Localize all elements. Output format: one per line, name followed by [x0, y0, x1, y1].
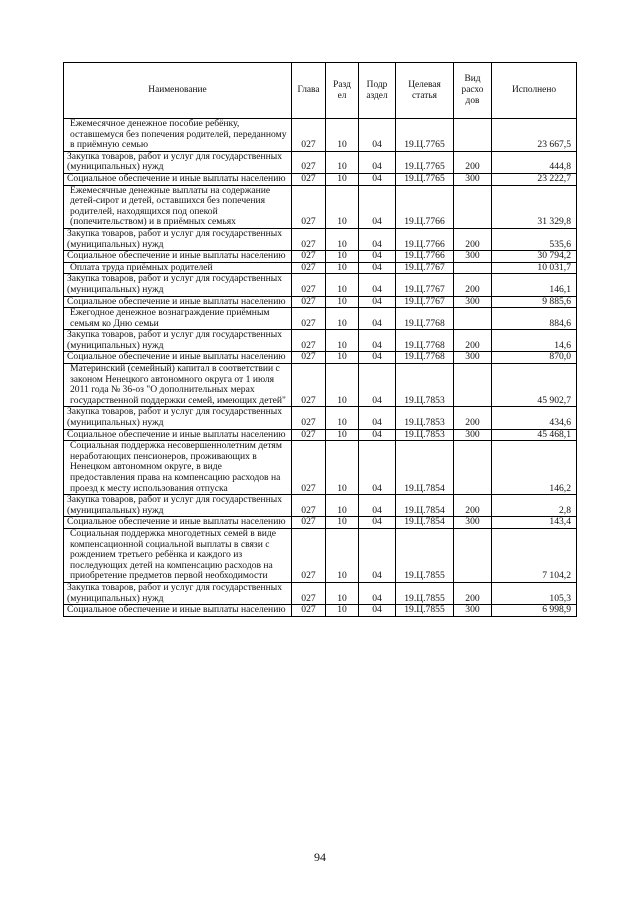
- table-row: [64, 185, 577, 228]
- cell-glava: 027: [292, 441, 326, 495]
- cell-vid: 300: [454, 251, 492, 263]
- cell-name: Социальное обеспечение и иные выплаты населению: [64, 429, 292, 441]
- cell-razdel: 10: [326, 495, 359, 517]
- cell-name: Закупка товаров, работ и услуг для государственных (муниципальных) нужд: [64, 407, 292, 429]
- cell-target: 19.Ц.7854: [396, 517, 454, 529]
- page-number: 94: [314, 850, 326, 864]
- cell-name: Социальное обеспечение и иные выплаты населению: [64, 173, 292, 185]
- cell-name: Социальная поддержка многодетных семей в виде компенсационной социальной выплаты в связи с рождением третьего ребёнка и каждого из последующих детей на компенсацию расходов на приобретение предметов первой необходимости: [64, 528, 292, 582]
- cell-vid: 300: [454, 605, 492, 617]
- header-executed: Исполнено: [492, 63, 577, 119]
- cell-podrazdel: 04: [359, 352, 396, 364]
- cell-podrazdel: 04: [359, 605, 396, 617]
- cell-vid: 200: [454, 228, 492, 250]
- cell-name: Ежемесячные денежные выплаты на содержание детей-сирот и детей, оставшихся без попечения родителей, находящихся под опекой (попечительством) и в приёмных семьях: [64, 185, 292, 228]
- cell-glava: 027: [292, 296, 326, 308]
- table-row: [64, 517, 577, 529]
- cell-name: Социальное обеспечение и иные выплаты населению: [64, 296, 292, 308]
- cell-amount: 23 667,5: [492, 119, 577, 152]
- table-row: [64, 262, 577, 274]
- cell-target: 19.Ц.7766: [396, 251, 454, 263]
- cell-target: 19.Ц.7767: [396, 274, 454, 296]
- cell-name: Социальное обеспечение и иные выплаты населению: [64, 251, 292, 263]
- cell-vid: 200: [454, 330, 492, 352]
- cell-podrazdel: 04: [359, 528, 396, 582]
- cell-podrazdel: 04: [359, 151, 396, 173]
- cell-amount: 535,6: [492, 228, 577, 250]
- cell-amount: 434,6: [492, 407, 577, 429]
- table-row: [64, 441, 577, 495]
- cell-glava: 027: [292, 429, 326, 441]
- cell-podrazdel: 04: [359, 407, 396, 429]
- cell-glava: 027: [292, 185, 326, 228]
- cell-vid: [454, 441, 492, 495]
- cell-amount: 23 222,7: [492, 173, 577, 185]
- cell-podrazdel: 04: [359, 517, 396, 529]
- cell-name: Закупка товаров, работ и услуг для государственных (муниципальных) нужд: [64, 151, 292, 173]
- cell-glava: 027: [292, 251, 326, 263]
- cell-razdel: 10: [326, 308, 359, 330]
- cell-target: 19.Ц.7854: [396, 441, 454, 495]
- header-name: Наименование: [64, 63, 292, 119]
- cell-podrazdel: 04: [359, 173, 396, 185]
- cell-podrazdel: 04: [359, 364, 396, 407]
- cell-name: Закупка товаров, работ и услуг для государственных (муниципальных) нужд: [64, 495, 292, 517]
- cell-amount: 884,6: [492, 308, 577, 330]
- cell-vid: 200: [454, 407, 492, 429]
- cell-amount: 45 468,1: [492, 429, 577, 441]
- cell-amount: 9 885,6: [492, 296, 577, 308]
- cell-vid: 200: [454, 151, 492, 173]
- cell-vid: [454, 119, 492, 152]
- cell-razdel: 10: [326, 364, 359, 407]
- cell-target: 19.Ц.7855: [396, 605, 454, 617]
- cell-name: Закупка товаров, работ и услуг для государственных (муниципальных) нужд: [64, 330, 292, 352]
- cell-podrazdel: 04: [359, 262, 396, 274]
- cell-vid: [454, 364, 492, 407]
- cell-target: 19.Ц.7765: [396, 173, 454, 185]
- cell-name: Социальное обеспечение и иные выплаты населению: [64, 517, 292, 529]
- table-row: [64, 119, 577, 152]
- cell-name: Социальная поддержка несовершеннолетним детям неработающих пенсионеров, проживающих в Ненецком автономном округе, в виде предоставления права на компенсацию расходов на проезд к месту использования отпуска: [64, 441, 292, 495]
- cell-razdel: 10: [326, 330, 359, 352]
- cell-target: 19.Ц.7855: [396, 528, 454, 582]
- header-podrazdel: Подр аздел: [359, 63, 396, 119]
- cell-name: Закупка товаров, работ и услуг для государственных (муниципальных) нужд: [64, 228, 292, 250]
- table-row: [64, 364, 577, 407]
- cell-razdel: 10: [326, 228, 359, 250]
- cell-glava: 027: [292, 308, 326, 330]
- cell-target: 19.Ц.7765: [396, 119, 454, 152]
- cell-amount: 14,6: [492, 330, 577, 352]
- table-row: [64, 173, 577, 185]
- cell-glava: 027: [292, 407, 326, 429]
- cell-amount: 31 329,8: [492, 185, 577, 228]
- cell-name: Материнский (семейный) капитал в соответствии с законом Ненецкого автономного округа от 1 июля 2011 года № 36-оз "О дополнительных мерах государственной поддержки семей, имеющих детей": [64, 364, 292, 407]
- cell-podrazdel: 04: [359, 228, 396, 250]
- cell-name: Социальное обеспечение и иные выплаты населению: [64, 605, 292, 617]
- cell-name: Ежемесячное денежное пособие ребёнку, оставшемуся без попечения родителей, переданному в приёмную семью: [64, 119, 292, 152]
- cell-glava: 027: [292, 352, 326, 364]
- table-row: [64, 228, 577, 250]
- cell-razdel: 10: [326, 296, 359, 308]
- cell-podrazdel: 04: [359, 429, 396, 441]
- cell-razdel: 10: [326, 151, 359, 173]
- table-row: [64, 528, 577, 582]
- cell-amount: 10 031,7: [492, 262, 577, 274]
- cell-glava: 027: [292, 274, 326, 296]
- cell-amount: 7 104,2: [492, 528, 577, 582]
- cell-target: 19.Ц.7768: [396, 330, 454, 352]
- table-row: [64, 407, 577, 429]
- cell-target: 19.Ц.7768: [396, 308, 454, 330]
- cell-amount: 143,4: [492, 517, 577, 529]
- header-vid: Вид расхо дов: [454, 63, 492, 119]
- table-row: [64, 605, 577, 617]
- cell-target: 19.Ц.7855: [396, 582, 454, 604]
- cell-razdel: 10: [326, 582, 359, 604]
- cell-target: 19.Ц.7766: [396, 228, 454, 250]
- cell-amount: 2,8: [492, 495, 577, 517]
- header-razdel: Разд ел: [326, 63, 359, 119]
- cell-name: Ежегодное денежное вознаграждение приёмным семьям ко Дню семьи: [64, 308, 292, 330]
- cell-amount: 146,1: [492, 274, 577, 296]
- cell-vid: [454, 308, 492, 330]
- cell-glava: 027: [292, 262, 326, 274]
- cell-glava: 027: [292, 582, 326, 604]
- budget-table: [63, 62, 577, 617]
- cell-podrazdel: 04: [359, 185, 396, 228]
- table-row: [64, 151, 577, 173]
- cell-podrazdel: 04: [359, 274, 396, 296]
- cell-vid: 200: [454, 274, 492, 296]
- table-header-row: [64, 63, 577, 119]
- cell-vid: 200: [454, 495, 492, 517]
- cell-name: Закупка товаров, работ и услуг для государственных (муниципальных) нужд: [64, 274, 292, 296]
- cell-target: 19.Ц.7767: [396, 262, 454, 274]
- cell-vid: 300: [454, 352, 492, 364]
- cell-razdel: 10: [326, 441, 359, 495]
- cell-podrazdel: 04: [359, 308, 396, 330]
- cell-razdel: 10: [326, 262, 359, 274]
- cell-vid: 300: [454, 517, 492, 529]
- cell-razdel: 10: [326, 352, 359, 364]
- table-row: [64, 330, 577, 352]
- cell-podrazdel: 04: [359, 582, 396, 604]
- table-row: [64, 429, 577, 441]
- cell-razdel: 10: [326, 251, 359, 263]
- cell-vid: [454, 528, 492, 582]
- cell-vid: 300: [454, 429, 492, 441]
- table-row: [64, 308, 577, 330]
- table-row: [64, 251, 577, 263]
- cell-razdel: 10: [326, 274, 359, 296]
- cell-razdel: 10: [326, 517, 359, 529]
- cell-target: 19.Ц.7853: [396, 364, 454, 407]
- cell-glava: 027: [292, 173, 326, 185]
- cell-glava: 027: [292, 228, 326, 250]
- table-row: [64, 495, 577, 517]
- cell-target: 19.Ц.7768: [396, 352, 454, 364]
- cell-name: Социальное обеспечение и иные выплаты населению: [64, 352, 292, 364]
- table-row: [64, 352, 577, 364]
- cell-amount: 444,8: [492, 151, 577, 173]
- cell-name: Оплата труда приёмных родителей: [64, 262, 292, 274]
- cell-glava: 027: [292, 119, 326, 152]
- cell-target: 19.Ц.7854: [396, 495, 454, 517]
- cell-razdel: 10: [326, 605, 359, 617]
- cell-glava: 027: [292, 495, 326, 517]
- cell-glava: 027: [292, 151, 326, 173]
- cell-target: 19.Ц.7766: [396, 185, 454, 228]
- cell-target: 19.Ц.7767: [396, 296, 454, 308]
- cell-podrazdel: 04: [359, 495, 396, 517]
- cell-razdel: 10: [326, 528, 359, 582]
- cell-amount: 6 998,9: [492, 605, 577, 617]
- cell-podrazdel: 04: [359, 296, 396, 308]
- cell-vid: 200: [454, 582, 492, 604]
- cell-target: 19.Ц.7853: [396, 429, 454, 441]
- cell-podrazdel: 04: [359, 119, 396, 152]
- cell-amount: 870,0: [492, 352, 577, 364]
- cell-vid: 300: [454, 173, 492, 185]
- table-body: [64, 119, 577, 617]
- table-row: [64, 296, 577, 308]
- cell-glava: 027: [292, 605, 326, 617]
- cell-razdel: 10: [326, 429, 359, 441]
- cell-vid: [454, 185, 492, 228]
- cell-amount: 146,2: [492, 441, 577, 495]
- cell-amount: 105,3: [492, 582, 577, 604]
- cell-razdel: 10: [326, 119, 359, 152]
- table-row: [64, 582, 577, 604]
- cell-amount: 30 794,2: [492, 251, 577, 263]
- table-row: [64, 274, 577, 296]
- cell-razdel: 10: [326, 173, 359, 185]
- cell-target: 19.Ц.7853: [396, 407, 454, 429]
- cell-amount: 45 902,7: [492, 364, 577, 407]
- cell-glava: 027: [292, 330, 326, 352]
- header-target: Целевая статья: [396, 63, 454, 119]
- cell-glava: 027: [292, 528, 326, 582]
- cell-podrazdel: 04: [359, 330, 396, 352]
- cell-vid: 300: [454, 296, 492, 308]
- header-glava: Глава: [292, 63, 326, 119]
- cell-podrazdel: 04: [359, 251, 396, 263]
- cell-vid: [454, 262, 492, 274]
- cell-razdel: 10: [326, 185, 359, 228]
- cell-name: Закупка товаров, работ и услуг для государственных (муниципальных) нужд: [64, 582, 292, 604]
- cell-podrazdel: 04: [359, 441, 396, 495]
- cell-razdel: 10: [326, 407, 359, 429]
- cell-glava: 027: [292, 364, 326, 407]
- cell-glava: 027: [292, 517, 326, 529]
- cell-target: 19.Ц.7765: [396, 151, 454, 173]
